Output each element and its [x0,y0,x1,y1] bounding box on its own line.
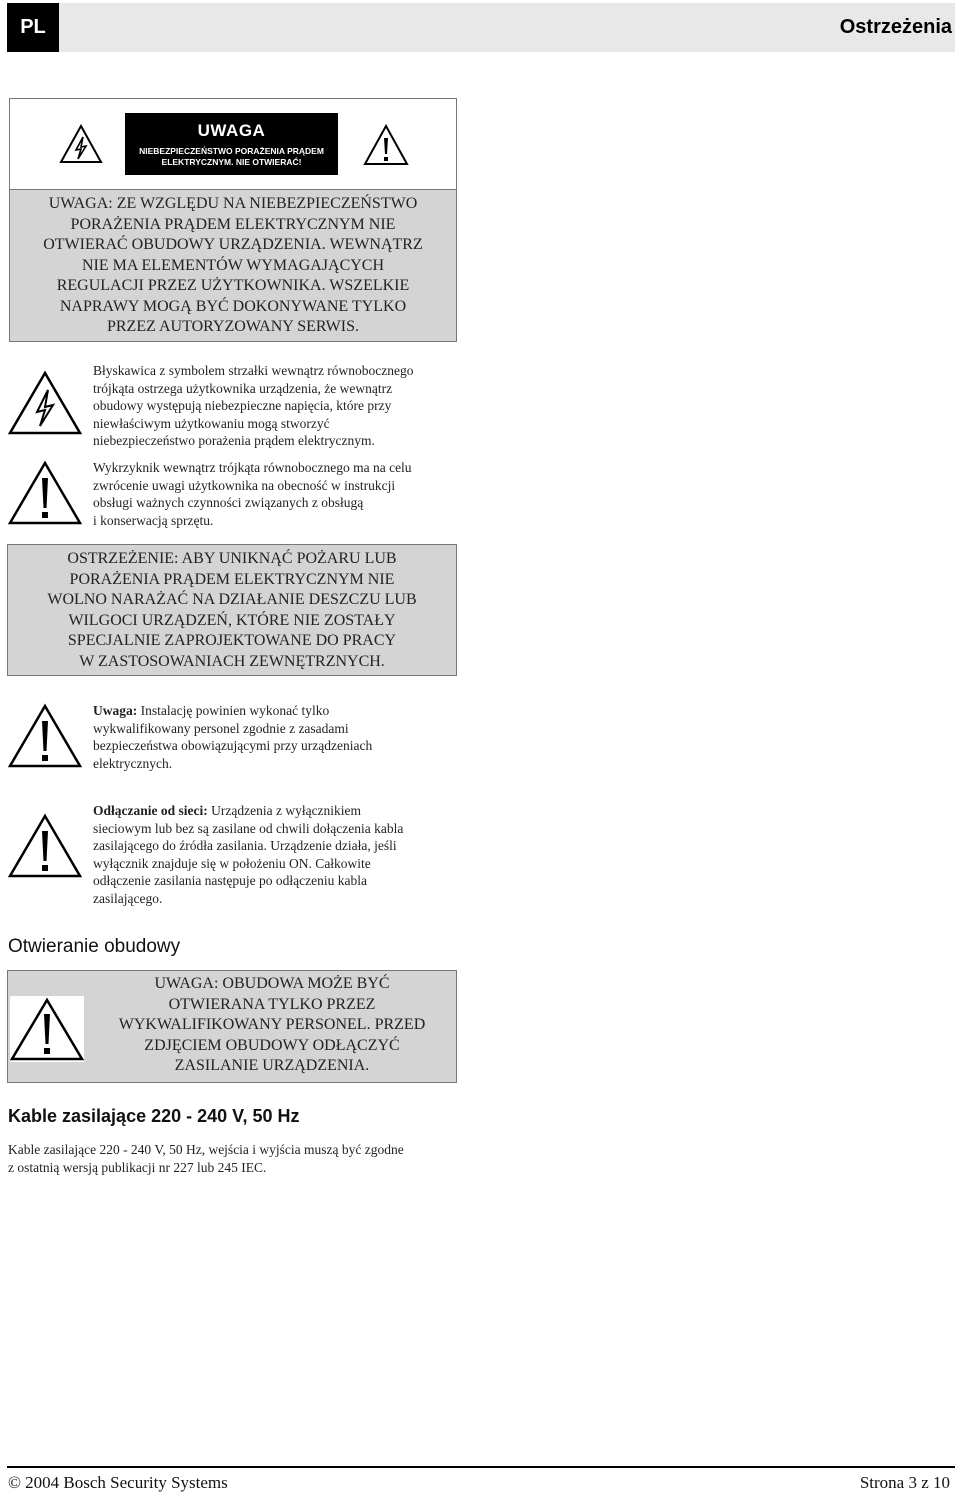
caution-line: NAPRAWY MOGĄ BYĆ DOKONYWANE TYLKO [59,297,407,315]
warning-line: WILGOCI URZĄDZEŃ, KTÓRE NIE ZOSTAŁY [68,611,396,629]
enclosure-text [90,974,454,1077]
note-line-first: Instalację powinien wykonać tylko [137,703,330,718]
exclamation-description [93,459,473,529]
caution-line: NIE MA ELEMENTÓW WYMAGAJĄCYCH [81,256,385,274]
footer-divider [7,1466,955,1468]
footer-copyright [8,1473,228,1493]
page-number: Strona 3 z 10 [859,1473,950,1492]
page-title: Ostrzeżenia [839,16,952,38]
text-line: Wykrzyknik wewnątrz trójkąta równobocznego ma na celu [93,460,412,475]
text-line: obudowy występują niebezpieczne napięcia, które przy [93,398,392,413]
lightning-triangle-icon [59,124,103,164]
note-label: Uwaga: [93,703,138,718]
copyright-icon: © [8,1473,21,1492]
enclosure-warning-icon [10,996,84,1062]
caution-line: REGULACJI PRZEZ UŻYTKOWNIKA. WSZELKIE [56,277,410,294]
caution-label-sub-1: NIEBEZPIECZEŃSTWO PORAŻENIA PRĄDEM [139,146,324,156]
disconnect-line-first: Urządzenia z wyłącznikiem [207,803,362,818]
warning-line: W ZASTOSOWANIACH ZEWNĘTRZNYCH. [79,652,385,670]
exclamation-symbol-icon [7,460,83,526]
caution-label [125,113,338,175]
text-line: Błyskawica z symbolem strzałki wewnątrz równobocznego [93,363,414,378]
caution-label-title: UWAGA [197,121,266,140]
caution-text [10,190,456,341]
text-line: sieciowym lub bez są zasilane od chwili dołączenia kabla [93,820,404,836]
warning-line: WOLNO NARAŻAĆ NA DZIAŁANIE DESZCZU LUB [47,591,417,608]
caution-label-sub-2: ELEKTRYCZNYM. NIE OTWIERAĆ! [161,157,302,167]
disconnect-warning-icon [7,813,83,879]
disconnect-label: Odłączanie od sieci: [93,803,208,818]
enclosure-line: ZDJĘCIEM OBUDOWY ODŁĄCZYĆ [144,1036,400,1054]
enclosure-heading: Otwieranie obudowy [8,936,181,957]
enclosure-line: UWAGA: OBUDOWA MOŻE BYĆ [154,975,390,992]
text-line: elektrycznych. [93,755,173,771]
cables-text [8,1141,468,1176]
header-bar [7,3,955,52]
exclamation-triangle-icon [363,124,409,166]
warning-box [7,544,457,676]
text-line: bezpieczeństwa obowiązującymi przy urządzeniach [93,738,373,753]
lightning-symbol-icon [7,370,83,436]
text-line: odłączenie zasilania następuje po odłączeniu kabla [93,873,367,888]
note-warning-icon [7,703,83,769]
warning-line: OSTRZEŻENIE: ABY UNIKNĄĆ POŻARU LUB [67,550,397,567]
lightning-description [93,362,473,450]
note-text [93,702,473,772]
text-line: trójkąta ostrzega użytkownika urządzenia, że wewnątrz [93,380,393,396]
text-line: niewłaściwym użytkowaniu mogą stworzyć [93,415,330,431]
text-line: zasilającego. [93,890,163,906]
caution-line: OTWIERAĆ OBUDOWY URZĄDZENIA. WEWNĄTRZ [43,236,423,253]
text-line: wyłącznik znajduje się w położeniu ON. Całkowite [93,855,371,871]
disconnect-text [93,802,473,907]
cables-heading: Kable zasilające 220 - 240 V, 50 Hz [8,1106,300,1126]
text-line: Kable zasilające 220 - 240 V, 50 Hz, wejścia i wyjścia muszą być zgodne [8,1142,404,1157]
language-tag: PL [7,3,59,52]
copyright-text: 2004 Bosch Security Systems [25,1473,228,1492]
text-line: niebezpieczeństwo porażenia prądem elektrycznym. [93,433,375,448]
text-line: i konserwacją sprzętu. [93,512,214,528]
enclosure-line: OTWIERANA TYLKO PRZEZ [168,995,376,1013]
text-line: z ostatnią wersją publikacji nr 227 lub 245 IEC. [8,1159,267,1175]
caution-line: PORAŻENIA PRĄDEM ELEKTRYCZNYM NIE [70,215,396,233]
enclosure-line: ZASILANIE URZĄDZENIA. [174,1057,370,1074]
warning-line: SPECJALNIE ZAPROJEKTOWANE DO PRACY [67,632,397,649]
enclosure-line: WYKWALIFIKOWANY PERSONEL. PRZED [118,1016,426,1033]
text-line: zwrócenie uwagi użytkownika na obecność w instrukcji [93,477,396,493]
text-line: zasilającego do źródła zasilania. Urządzenie działa, jeśli [93,838,397,853]
caution-line: UWAGA: ZE WZGLĘDU NA NIEBEZPIECZEŃSTWO [48,195,418,212]
text-line: obsługi ważnych czynności związanych z obsługą [93,495,364,510]
caution-line: PRZEZ AUTORYZOWANY SERWIS. [106,318,359,335]
text-line: wykwalifikowany personel zgodnie z zasadami [93,720,349,736]
warning-line: PORAŻENIA PRĄDEM ELEKTRYCZNYM NIE [69,570,395,588]
